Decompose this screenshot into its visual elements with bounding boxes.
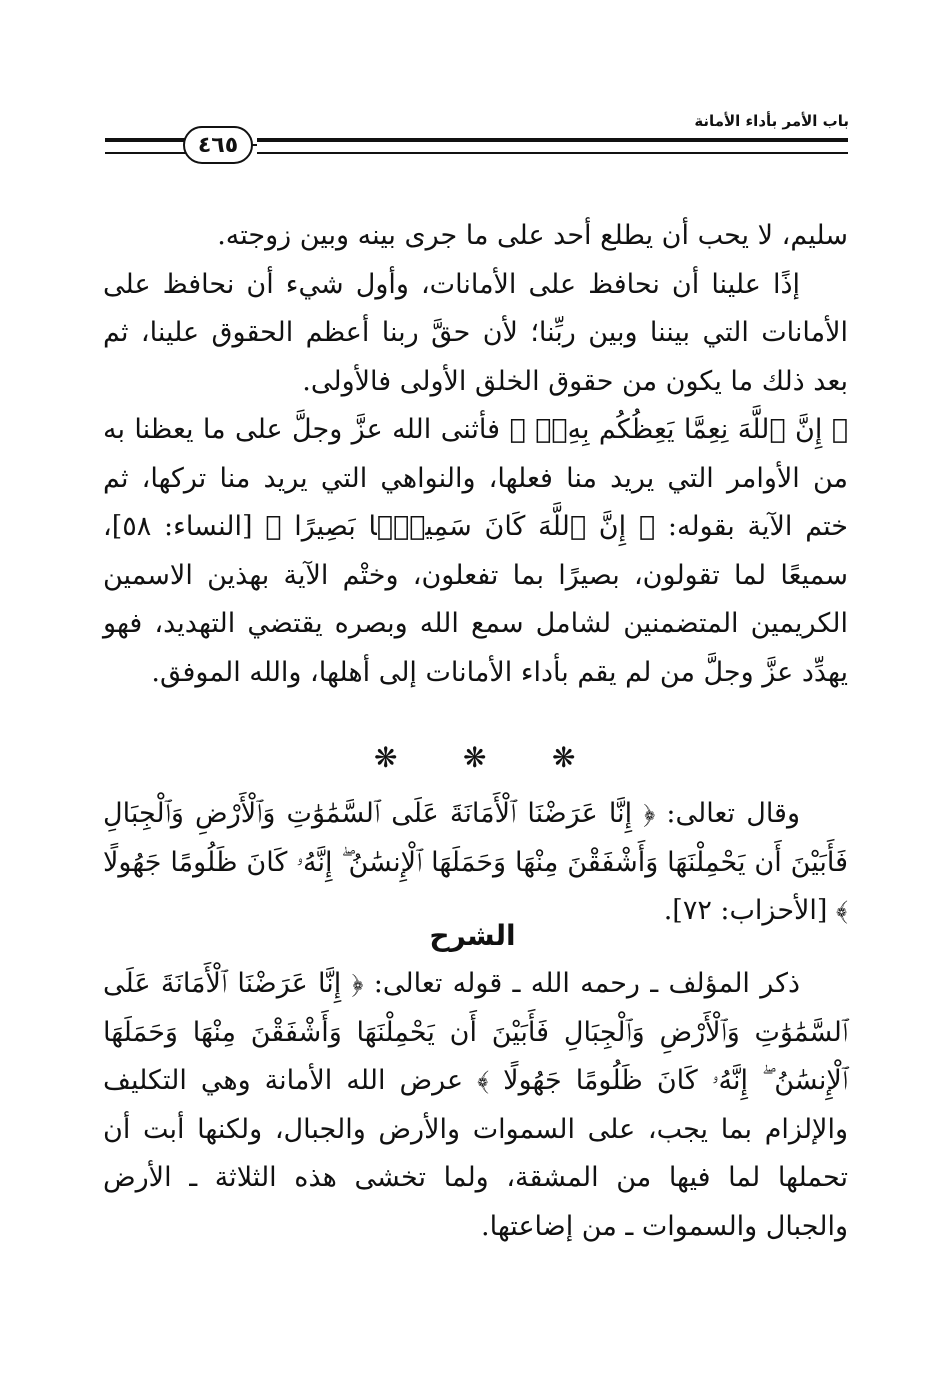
commentary-heading: الشرح [429,919,516,952]
running-title: باب الأمر بأداء الأمانة [694,112,849,130]
section-1 [103,212,848,697]
separator-star-icon: ❋ [374,741,398,774]
commentary-paragraph: ذكر المؤلف ـ رحمه الله ـ قوله تعالى: ﴿ إِنَّا عَرَضْنَا ٱلْأَمَانَةَ عَلَى ٱلسَّمَٰوَٰتِ وَٱلْأَرْضِ وَٱلْجِبَالِ فَأَبَيْنَ أَن يَحْمِلْنَهَا وَأَشْفَقْنَ مِنْهَا وَحَمَلَهَا ٱلْإِنسَٰنُ ۖ إِنَّهُۥ كَانَ ظَلُومًا جَهُولًا ﴾ عرض الله الأمانة وهي التكليف والإلزام بما يجب، على السموات والأرض والجبال، ولكنها أبت أن تحملها لما فيها من المشقة، ولما تخشى هذه الثلاثة ـ الأرض والجبال والسموات ـ من إضاعتها. [103,968,848,1242]
header-rule-left [105,138,187,154]
paragraph-3: ﴿ إِنَّ ٱللَّهَ نِعِمَّا يَعِظُكُم بِهِۦٓ ﴾ فأثنى الله عزَّ وجلَّ على ما يعظنا به من الأوامر التي يريد منا فعلها، والنواهي التي يريد منا تركها، ثم ختم الآية بقوله: ﴿ إِنَّ ٱللَّهَ كَانَ سَمِيعًۢا بَصِيرًا ﴾ [النساء: ٥٨]، سميعًا لما تقولون، بصيرًا بما تفعلون، وختْم الآية بهذين الاسمين الكريمين المتضمنين لشامل سمع الله وبصره يقتضي التهديد، فهو يهدِّد عزَّ وجلَّ من لم يقم بأداء الأمانات إلى أهلها، والله الموفق. [103,414,848,688]
paragraph-2: إذًا علينا أن نحافظ على الأمانات، وأول شيء أن نحافظ على الأمانات التي بيننا وبين ربِّنا؛ لأن حقَّ ربنا أعظم الحقوق علينا، ثم بعد ذلك ما يكون من حقوق الخلق الأولى فالأولى. [103,268,848,397]
separator-star-icon: ❋ [552,741,576,774]
commentary-block [103,960,848,1251]
separator-star-icon: ❋ [463,741,487,774]
paragraph-1: سليم، لا يحب أن يطلع أحد على ما جرى بينه وبين زوجته. [217,220,848,251]
header-rule-right [257,138,848,154]
verse-text: وقال تعالى: ﴿ إِنَّا عَرَضْنَا ٱلْأَمَانَةَ عَلَى ٱلسَّمَٰوَٰتِ وَٱلْأَرْضِ وَٱلْجِبَالِ فَأَبَيْنَ أَن يَحْمِلْنَهَا وَأَشْفَقْنَ مِنْهَا وَحَمَلَهَا ٱلْإِنسَٰنُ ۖ إِنَّهُۥ كَانَ ظَلُومًا جَهُولًا ﴾ [الأحزاب: ٧٢]. [103,798,848,926]
section-separator [0,738,945,778]
page-number: ٤٦٥ [183,126,253,164]
